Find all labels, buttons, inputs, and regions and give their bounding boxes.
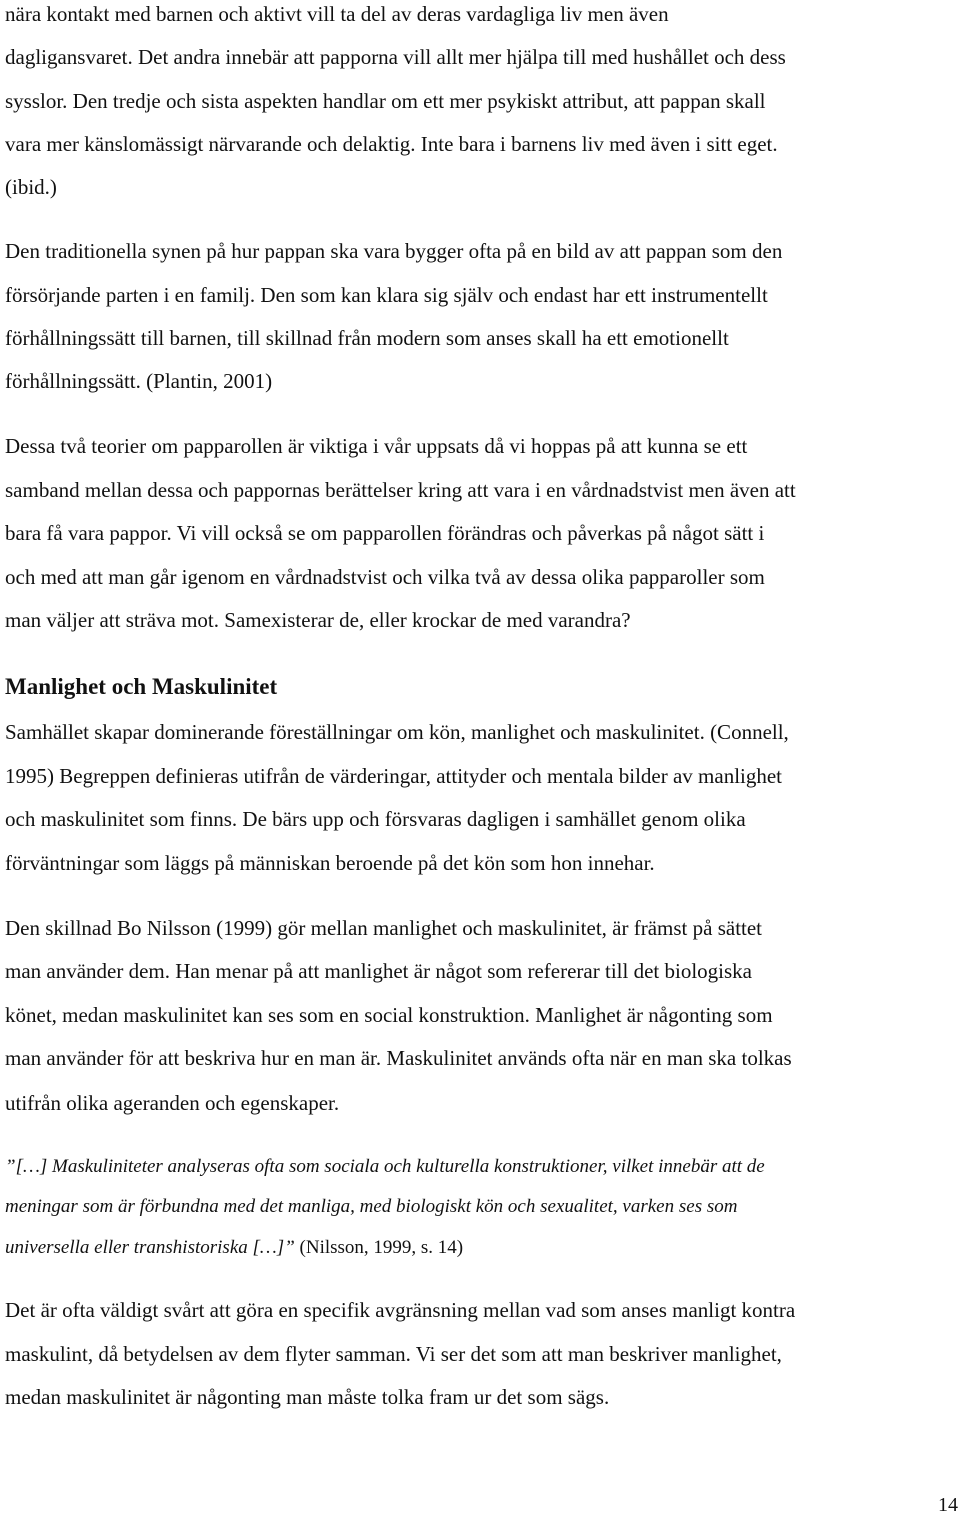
text-line: 1995) Begreppen definieras utifrån de värderingar, attityder och mentala bilder av manlighet [5, 764, 783, 788]
quote-line [5, 1235, 463, 1261]
text-line: man väljer att sträva mot. Samexisterar de, eller krockar de med varandra? [5, 608, 631, 632]
text-line: medan maskulinitet är någonting man måste tolka fram ur det som sägs. [5, 1385, 610, 1409]
text-line: vara mer känslomässigt närvarande och delaktig. Inte bara i barnens liv med även i sitt eget. [5, 132, 778, 156]
quote-line: ”[…] Maskuliniteter analyseras ofta som sociala och kulturella konstruktioner, vilket innebär att de [5, 1156, 765, 1177]
text-line: försörjande parten i en familj. Den som kan klara sig själv och endast har ett instrumentellt [5, 283, 768, 307]
text-line: könet, medan maskulinitet kan ses som en social konstruktion. Manlighet är någonting som [5, 1003, 773, 1027]
text-line: förväntningar som läggs på människan beroende på det kön som hon innehar. [5, 851, 655, 875]
text-line: Det är ofta väldigt svårt att göra en specifik avgränsning mellan vad som anses manligt kontra [5, 1298, 796, 1322]
quote-citation: (Nilsson, 1999, s. 14) [294, 1237, 464, 1258]
text-line: Samhället skapar dominerande föreställningar om kön, manlighet och maskulinitet. (Connell, [5, 720, 789, 744]
text-line: utifrån olika ageranden och egenskaper. [5, 1091, 340, 1115]
quote-line: meningar som är förbundna med det manliga, med biologiskt kön och sexualitet, varken ses som [5, 1196, 738, 1217]
quote-italic-text: universella eller transhistoriska […]” [5, 1237, 295, 1258]
text-line: man använder dem. Han menar på att manlighet är något som refererar till det biologiska [5, 959, 752, 983]
text-line: förhållningssätt till barnen, till skillnad från modern som anses skall ha ett emotionellt [5, 326, 729, 350]
text-line: Den skillnad Bo Nilsson (1999) gör mellan manlighet och maskulinitet, är främst på sättet [5, 916, 763, 940]
text-line: nära kontakt med barnen och aktivt vill ta del av deras vardagliga liv men även [5, 2, 669, 26]
text-line: sysslor. Den tredje och sista aspekten handlar om ett mer psykiskt attribut, att pappan skall [5, 89, 766, 113]
section-heading: Manlighet och Maskulinitet [5, 674, 278, 699]
text-line: och maskulinitet som finns. De bärs upp och försvaras dagligen i samhället genom olika [5, 807, 746, 831]
page-number: 14 [938, 1494, 958, 1516]
text-line: bara få vara pappor. Vi vill också se om papparollen förändras och påverkas på något sätt i [5, 521, 765, 545]
text-line: Dessa två teorier om papparollen är viktiga i vår uppsats då vi hoppas på att kunna se ett [5, 434, 748, 458]
text-line: maskulint, då betydelsen av dem flyter samman. Vi ser det som att man beskriver manlighet, [5, 1342, 782, 1366]
text-line: och med att man går igenom en vårdnadstvist och vilka två av dessa olika papparoller som [5, 565, 765, 589]
text-line: dagligansvaret. Det andra innebär att papporna vill allt mer hjälpa till med hushållet och dess [5, 45, 786, 69]
text-line: man använder för att beskriva hur en man är. Maskulinitet används ofta när en man ska tolkas [5, 1046, 792, 1070]
text-line: förhållningssätt. (Plantin, 2001) [5, 369, 273, 393]
text-line: (ibid.) [5, 175, 57, 199]
text-line: samband mellan dessa och pappornas berättelser kring att vara i en vårdnadstvist men även att [5, 478, 796, 502]
text-line: Den traditionella synen på hur pappan ska vara bygger ofta på en bild av att pappan som den [5, 239, 783, 263]
